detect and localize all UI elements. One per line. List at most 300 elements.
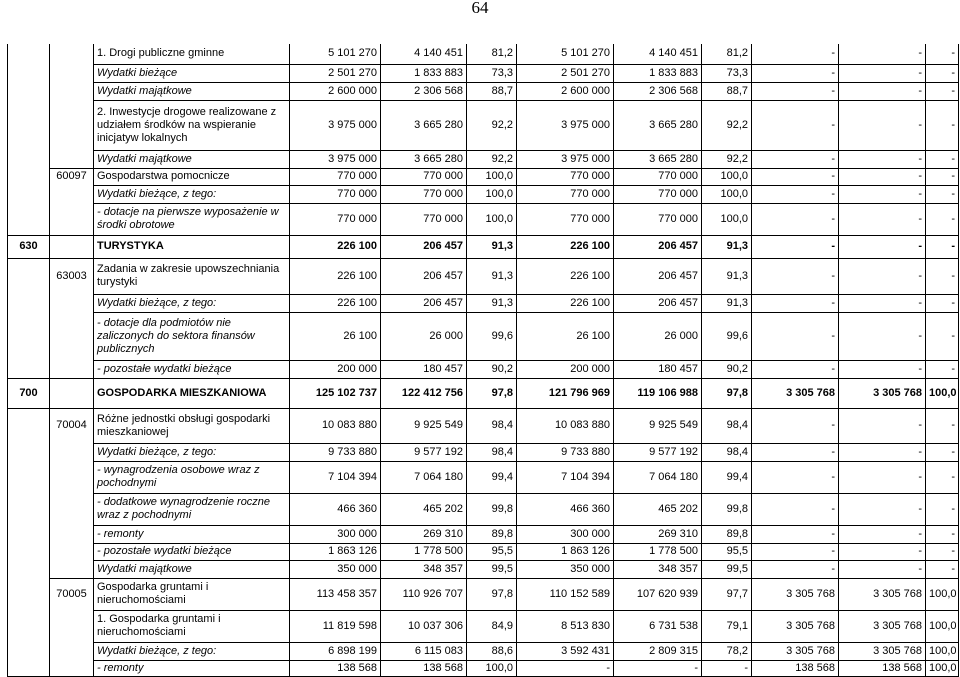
cell-value: - xyxy=(926,44,959,64)
cell-value: 1 863 126 xyxy=(517,543,614,560)
table-row xyxy=(8,258,959,294)
cell-rozdzial xyxy=(50,525,94,543)
cell-value: - xyxy=(752,258,839,294)
cell-rozdzial xyxy=(50,150,94,168)
cell-value: 98,4 xyxy=(467,408,517,443)
cell-value: - xyxy=(752,493,839,525)
cell-dzial xyxy=(8,82,50,100)
cell-value: 100,0 xyxy=(702,168,752,185)
cell-value: 180 457 xyxy=(381,360,467,378)
cell-value: 200 000 xyxy=(517,360,614,378)
cell-value: - xyxy=(752,100,839,150)
cell-value: 770 000 xyxy=(381,185,467,203)
cell-value: 100,0 xyxy=(926,378,959,408)
cell-value: 26 100 xyxy=(290,312,381,360)
cell-value: 3 305 768 xyxy=(752,578,839,610)
cell-value: 100,0 xyxy=(702,203,752,235)
cell-value: - xyxy=(752,82,839,100)
cell-value: 95,5 xyxy=(467,543,517,560)
cell-value: 9 925 549 xyxy=(381,408,467,443)
cell-value: - xyxy=(517,660,614,676)
cell-dzial xyxy=(8,168,50,185)
cell-value: 99,5 xyxy=(467,560,517,578)
cell-value: 206 457 xyxy=(614,258,702,294)
cell-description: TURYSTYKA xyxy=(94,235,290,258)
cell-value: - xyxy=(752,360,839,378)
cell-rozdzial xyxy=(50,493,94,525)
cell-value: 226 100 xyxy=(290,294,381,312)
cell-description: - remonty xyxy=(94,660,290,676)
table-row xyxy=(8,560,959,578)
cell-value: 3 975 000 xyxy=(517,150,614,168)
cell-value: - xyxy=(839,525,926,543)
cell-value: 348 357 xyxy=(614,560,702,578)
cell-value: 206 457 xyxy=(614,294,702,312)
cell-value: 89,8 xyxy=(702,525,752,543)
table-row xyxy=(8,378,959,408)
cell-rozdzial xyxy=(50,543,94,560)
cell-value: 99,6 xyxy=(702,312,752,360)
cell-value: 770 000 xyxy=(290,168,381,185)
table-row xyxy=(8,294,959,312)
cell-value: 119 106 988 xyxy=(614,378,702,408)
cell-description: - dodatkowe wynagrodzenie roczne wraz z pochodnymi xyxy=(94,493,290,525)
table-row xyxy=(8,461,959,493)
cell-value: 26 000 xyxy=(614,312,702,360)
cell-value: - xyxy=(926,82,959,100)
table-row xyxy=(8,100,959,150)
cell-value: - xyxy=(926,408,959,443)
cell-description: Wydatki bieżące, z tego: xyxy=(94,642,290,660)
cell-value: 5 101 270 xyxy=(517,44,614,64)
cell-value: 81,2 xyxy=(702,44,752,64)
cell-value: 3 305 768 xyxy=(839,578,926,610)
cell-dzial xyxy=(8,660,50,676)
cell-dzial xyxy=(8,100,50,150)
cell-rozdzial: 63003 xyxy=(50,258,94,294)
cell-value: 113 458 357 xyxy=(290,578,381,610)
cell-description: - pozostałe wydatki bieżące xyxy=(94,360,290,378)
cell-value: 92,2 xyxy=(467,100,517,150)
cell-value: 300 000 xyxy=(290,525,381,543)
cell-value: - xyxy=(839,360,926,378)
table-row xyxy=(8,168,959,185)
cell-value: 2 600 000 xyxy=(517,82,614,100)
cell-value: - xyxy=(752,64,839,82)
cell-value: - xyxy=(926,150,959,168)
cell-value: 92,2 xyxy=(467,150,517,168)
cell-value: 2 501 270 xyxy=(517,64,614,82)
cell-value: 206 457 xyxy=(381,294,467,312)
cell-value: - xyxy=(926,443,959,461)
cell-value: 3 305 768 xyxy=(839,610,926,642)
cell-value: - xyxy=(839,235,926,258)
cell-rozdzial xyxy=(50,443,94,461)
cell-dzial xyxy=(8,258,50,294)
cell-description: - dotacje dla podmiotów nie zaliczonych do sektora finansów publicznych xyxy=(94,312,290,360)
cell-value: 10 037 306 xyxy=(381,610,467,642)
cell-value: 107 620 939 xyxy=(614,578,702,610)
cell-value: 125 102 737 xyxy=(290,378,381,408)
cell-value: 97,7 xyxy=(702,578,752,610)
cell-value: 1 833 883 xyxy=(381,64,467,82)
table-row xyxy=(8,642,959,660)
cell-value: 3 665 280 xyxy=(381,100,467,150)
cell-value: - xyxy=(926,185,959,203)
cell-value: - xyxy=(752,443,839,461)
cell-value: 3 305 768 xyxy=(839,378,926,408)
cell-description: - dotacje na pierwsze wyposażenie w środki obrotowe xyxy=(94,203,290,235)
cell-dzial xyxy=(8,525,50,543)
page-number: 64 xyxy=(471,0,489,17)
cell-value: 92,2 xyxy=(702,100,752,150)
cell-value: 100,0 xyxy=(926,610,959,642)
table-body xyxy=(8,44,959,676)
cell-value: 89,8 xyxy=(467,525,517,543)
cell-value: 92,2 xyxy=(702,150,752,168)
cell-value: - xyxy=(752,294,839,312)
cell-value: 99,5 xyxy=(702,560,752,578)
cell-value: 26 000 xyxy=(381,312,467,360)
cell-value: - xyxy=(752,312,839,360)
cell-value: - xyxy=(752,461,839,493)
table-row xyxy=(8,408,959,443)
cell-value: - xyxy=(839,312,926,360)
cell-value: 11 819 598 xyxy=(290,610,381,642)
cell-value: 138 568 xyxy=(752,660,839,676)
cell-value: 138 568 xyxy=(290,660,381,676)
table-row xyxy=(8,493,959,525)
cell-value: 78,2 xyxy=(702,642,752,660)
cell-value: - xyxy=(752,150,839,168)
cell-description: Wydatki bieżące xyxy=(94,64,290,82)
cell-value: 348 357 xyxy=(381,560,467,578)
cell-rozdzial xyxy=(50,235,94,258)
cell-value: 100,0 xyxy=(702,185,752,203)
table-row xyxy=(8,82,959,100)
cell-value: 770 000 xyxy=(517,203,614,235)
cell-dzial: 700 xyxy=(8,378,50,408)
cell-dzial xyxy=(8,610,50,642)
cell-rozdzial xyxy=(50,185,94,203)
cell-value: 121 796 969 xyxy=(517,378,614,408)
cell-description: - remonty xyxy=(94,525,290,543)
cell-value: 100,0 xyxy=(467,203,517,235)
cell-rozdzial xyxy=(50,660,94,676)
cell-description: Wydatki bieżące, z tego: xyxy=(94,294,290,312)
cell-value: - xyxy=(752,44,839,64)
cell-value: 99,6 xyxy=(467,312,517,360)
cell-value: 97,8 xyxy=(702,378,752,408)
cell-value: 9 925 549 xyxy=(614,408,702,443)
cell-value: 7 104 394 xyxy=(290,461,381,493)
cell-value: 6 731 538 xyxy=(614,610,702,642)
cell-description: Wydatki majątkowe xyxy=(94,82,290,100)
cell-value: - xyxy=(752,203,839,235)
cell-value: 99,8 xyxy=(467,493,517,525)
cell-value: 1 778 500 xyxy=(381,543,467,560)
cell-value: 110 152 589 xyxy=(517,578,614,610)
cell-value: - xyxy=(752,235,839,258)
cell-dzial xyxy=(8,185,50,203)
cell-description: Wydatki bieżące, z tego: xyxy=(94,185,290,203)
cell-value: - xyxy=(839,493,926,525)
cell-value: 770 000 xyxy=(290,185,381,203)
table-row xyxy=(8,312,959,360)
cell-description: - wynagrodzenia osobowe wraz z pochodnymi xyxy=(94,461,290,493)
cell-value: 3 665 280 xyxy=(614,100,702,150)
cell-description: 2. Inwestycje drogowe realizowane z udziałem środków na wspieranie inicjatyw lokalnych xyxy=(94,100,290,150)
cell-value: - xyxy=(839,64,926,82)
cell-value: - xyxy=(839,543,926,560)
cell-value: 6 115 083 xyxy=(381,642,467,660)
cell-description: Różne jednostki obsługi gospodarki mieszkaniowej xyxy=(94,408,290,443)
cell-value: 100,0 xyxy=(467,168,517,185)
cell-rozdzial xyxy=(50,203,94,235)
cell-value: 88,6 xyxy=(467,642,517,660)
cell-value: 6 898 199 xyxy=(290,642,381,660)
cell-value: 770 000 xyxy=(517,168,614,185)
cell-value: 99,8 xyxy=(702,493,752,525)
cell-value: 2 306 568 xyxy=(614,82,702,100)
cell-value: - xyxy=(752,168,839,185)
cell-value: 98,4 xyxy=(702,443,752,461)
cell-description: 1. Drogi publiczne gminne xyxy=(94,44,290,64)
cell-value: 88,7 xyxy=(467,82,517,100)
cell-value: - xyxy=(839,100,926,150)
cell-rozdzial xyxy=(50,82,94,100)
cell-value: - xyxy=(926,168,959,185)
cell-value: 9 733 880 xyxy=(290,443,381,461)
cell-description: Zadania w zakresie upowszechniania turystyki xyxy=(94,258,290,294)
cell-rozdzial xyxy=(50,461,94,493)
cell-value: 10 083 880 xyxy=(517,408,614,443)
cell-value: 3 305 768 xyxy=(839,642,926,660)
cell-value: 3 975 000 xyxy=(517,100,614,150)
cell-value: - xyxy=(752,185,839,203)
cell-value: 269 310 xyxy=(614,525,702,543)
cell-value: 770 000 xyxy=(381,168,467,185)
table-row xyxy=(8,150,959,168)
cell-value: - xyxy=(839,560,926,578)
cell-value: 100,0 xyxy=(467,660,517,676)
cell-value: 90,2 xyxy=(467,360,517,378)
cell-value: 9 577 192 xyxy=(614,443,702,461)
cell-description: 1. Gospodarka gruntami i nieruchomościami xyxy=(94,610,290,642)
cell-value: 90,2 xyxy=(702,360,752,378)
cell-value: 91,3 xyxy=(467,294,517,312)
cell-dzial xyxy=(8,150,50,168)
cell-rozdzial xyxy=(50,100,94,150)
cell-dzial xyxy=(8,461,50,493)
cell-value: 91,3 xyxy=(702,294,752,312)
cell-description: Gospodarstwa pomocnicze xyxy=(94,168,290,185)
cell-value: 770 000 xyxy=(290,203,381,235)
cell-value: - xyxy=(926,525,959,543)
cell-value: 100,0 xyxy=(467,185,517,203)
table-row xyxy=(8,185,959,203)
cell-value: 2 600 000 xyxy=(290,82,381,100)
cell-dzial xyxy=(8,294,50,312)
cell-value: 3 665 280 xyxy=(381,150,467,168)
cell-value: 770 000 xyxy=(614,185,702,203)
cell-value: 3 592 431 xyxy=(517,642,614,660)
cell-value: 3 975 000 xyxy=(290,150,381,168)
cell-value: 122 412 756 xyxy=(381,378,467,408)
cell-rozdzial xyxy=(50,378,94,408)
cell-value: - xyxy=(926,258,959,294)
cell-value: 99,4 xyxy=(467,461,517,493)
cell-rozdzial xyxy=(50,610,94,642)
cell-value: 466 360 xyxy=(290,493,381,525)
cell-dzial xyxy=(8,642,50,660)
cell-value: 206 457 xyxy=(381,258,467,294)
cell-value: 110 926 707 xyxy=(381,578,467,610)
cell-value: 9 733 880 xyxy=(517,443,614,461)
cell-value: 97,8 xyxy=(467,578,517,610)
cell-value: - xyxy=(839,294,926,312)
cell-value: 466 360 xyxy=(517,493,614,525)
cell-value: - xyxy=(839,168,926,185)
cell-value: - xyxy=(926,312,959,360)
cell-value: - xyxy=(839,408,926,443)
cell-value: 770 000 xyxy=(517,185,614,203)
cell-value: 91,3 xyxy=(702,235,752,258)
cell-value: 9 577 192 xyxy=(381,443,467,461)
cell-value: - xyxy=(752,525,839,543)
table-row xyxy=(8,525,959,543)
cell-value: 7 064 180 xyxy=(614,461,702,493)
cell-value: 2 306 568 xyxy=(381,82,467,100)
cell-value: - xyxy=(839,258,926,294)
cell-value: - xyxy=(839,44,926,64)
cell-description: GOSPODARKA MIESZKANIOWA xyxy=(94,378,290,408)
cell-description: Wydatki majątkowe xyxy=(94,560,290,578)
cell-value: 91,3 xyxy=(702,258,752,294)
cell-dzial xyxy=(8,64,50,82)
cell-value: 226 100 xyxy=(517,235,614,258)
cell-value: - xyxy=(839,203,926,235)
cell-value: 3 305 768 xyxy=(752,378,839,408)
table-row xyxy=(8,203,959,235)
cell-value: 100,0 xyxy=(926,578,959,610)
cell-value: 26 100 xyxy=(517,312,614,360)
cell-value: - xyxy=(926,461,959,493)
cell-value: 770 000 xyxy=(614,168,702,185)
cell-rozdzial xyxy=(50,294,94,312)
cell-value: 2 809 315 xyxy=(614,642,702,660)
table-row xyxy=(8,360,959,378)
cell-value: 95,5 xyxy=(702,543,752,560)
cell-value: - xyxy=(752,560,839,578)
cell-value: 91,3 xyxy=(467,235,517,258)
cell-dzial xyxy=(8,578,50,610)
cell-value: - xyxy=(926,235,959,258)
cell-description: Gospodarka gruntami i nieruchomościami xyxy=(94,578,290,610)
cell-value: 770 000 xyxy=(381,203,467,235)
cell-value: - xyxy=(839,82,926,100)
cell-value: 97,8 xyxy=(467,378,517,408)
cell-description: - pozostałe wydatki bieżące xyxy=(94,543,290,560)
cell-value: - xyxy=(839,150,926,168)
cell-dzial xyxy=(8,443,50,461)
cell-value: 206 457 xyxy=(381,235,467,258)
cell-rozdzial: 70004 xyxy=(50,408,94,443)
cell-value: 8 513 830 xyxy=(517,610,614,642)
table-row xyxy=(8,610,959,642)
cell-value: 350 000 xyxy=(290,560,381,578)
cell-value: 465 202 xyxy=(381,493,467,525)
cell-value: 73,3 xyxy=(467,64,517,82)
table-row xyxy=(8,235,959,258)
cell-value: 7 064 180 xyxy=(381,461,467,493)
cell-dzial xyxy=(8,44,50,64)
cell-value: - xyxy=(839,443,926,461)
cell-value: 2 501 270 xyxy=(290,64,381,82)
table-row xyxy=(8,64,959,82)
cell-value: 1 863 126 xyxy=(290,543,381,560)
cell-value: 3 305 768 xyxy=(752,610,839,642)
cell-value: 206 457 xyxy=(614,235,702,258)
table-row xyxy=(8,443,959,461)
cell-value: 98,4 xyxy=(467,443,517,461)
cell-dzial: 630 xyxy=(8,235,50,258)
cell-value: 269 310 xyxy=(381,525,467,543)
cell-value: - xyxy=(839,461,926,493)
cell-value: 226 100 xyxy=(517,258,614,294)
cell-value: 79,1 xyxy=(702,610,752,642)
cell-value: 1 833 883 xyxy=(614,64,702,82)
cell-value: - xyxy=(752,408,839,443)
cell-value: - xyxy=(926,64,959,82)
cell-value: 91,3 xyxy=(467,258,517,294)
cell-value: 100,0 xyxy=(926,660,959,676)
cell-value: - xyxy=(702,660,752,676)
cell-dzial xyxy=(8,408,50,443)
cell-value: 1 778 500 xyxy=(614,543,702,560)
cell-value: 138 568 xyxy=(839,660,926,676)
cell-value: 98,4 xyxy=(702,408,752,443)
cell-value: 300 000 xyxy=(517,525,614,543)
cell-value: 226 100 xyxy=(517,294,614,312)
cell-value: 3 975 000 xyxy=(290,100,381,150)
cell-description: Wydatki bieżące, z tego: xyxy=(94,443,290,461)
cell-value: 100,0 xyxy=(926,642,959,660)
cell-value: 180 457 xyxy=(614,360,702,378)
cell-dzial xyxy=(8,203,50,235)
cell-dzial xyxy=(8,560,50,578)
table-row xyxy=(8,543,959,560)
cell-value: 10 083 880 xyxy=(290,408,381,443)
cell-rozdzial: 60097 xyxy=(50,168,94,185)
cell-value: 138 568 xyxy=(381,660,467,676)
cell-value: 73,3 xyxy=(702,64,752,82)
cell-description: Wydatki majątkowe xyxy=(94,150,290,168)
cell-value: - xyxy=(926,560,959,578)
cell-rozdzial xyxy=(50,64,94,82)
cell-dzial xyxy=(8,493,50,525)
cell-value: 5 101 270 xyxy=(290,44,381,64)
cell-value: 200 000 xyxy=(290,360,381,378)
cell-value: 88,7 xyxy=(702,82,752,100)
cell-value: - xyxy=(926,493,959,525)
cell-value: - xyxy=(926,203,959,235)
table-row xyxy=(8,578,959,610)
table-row xyxy=(8,44,959,64)
cell-value: 84,9 xyxy=(467,610,517,642)
cell-value: 81,2 xyxy=(467,44,517,64)
cell-rozdzial xyxy=(50,560,94,578)
